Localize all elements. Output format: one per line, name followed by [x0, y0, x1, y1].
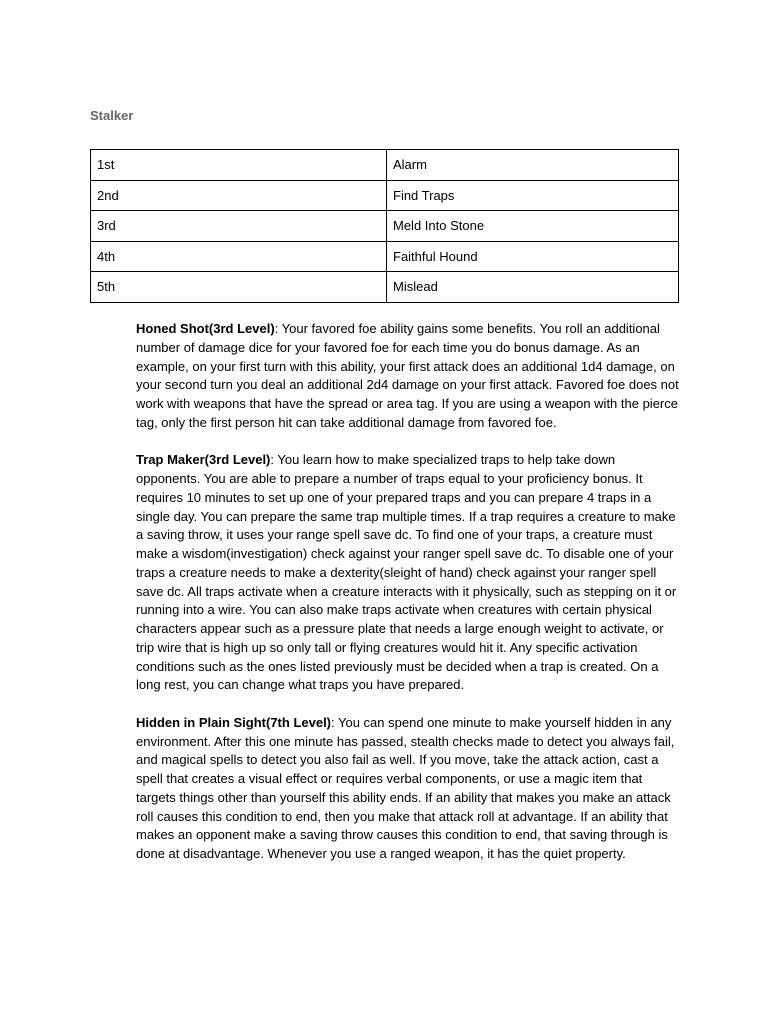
feature-descriptions [136, 320, 682, 883]
feature-paragraph-trap-maker [136, 451, 682, 695]
level-cell: 3rd [91, 211, 387, 242]
spell-table [90, 149, 679, 303]
table-row [91, 211, 679, 242]
table-row [91, 241, 679, 272]
spell-cell: Meld Into Stone [387, 211, 679, 242]
table-row [91, 272, 679, 303]
level-cell: 1st [91, 150, 387, 181]
feature-text: : Your favored foe ability gains some benefits. You roll an additional number of damage dice for your favored foe for each time you do bonus damage. As an example, on your first turn with this ability, your first attack does an additional 1d4 damage, on your second turn you deal an additional 2d4 damage on your first attack. Favored foe does not work with weapons that have the spread or area tag. If you are using a weapon with the pierce tag, only the first person hit can take additional damage from favored foe. [136, 321, 679, 430]
feature-title: Trap Maker(3rd Level) [136, 452, 271, 468]
feature-text: : You can spend one minute to make yourself hidden in any environment. After this one minute has passed, stealth checks made to detect you always fail, and magical spells to detect you also fail as well. If you move, take the attack action, cast a spell that creates a visual effect or requires verbal components, or use a magic item that targets things other than yourself this ability ends. If an ability that makes you make an attack roll causes this condition to end, then you make that attack roll at advantage. If an ability that makes an opponent make a saving throw causes this condition to end, that saving through is done at disadvantage. Whenever you use a ranged weapon, it has the quiet property. [136, 714, 675, 861]
table-row [91, 150, 679, 181]
feature-title: Honed Shot(3rd Level) [136, 321, 275, 336]
feature-title: Hidden in Plain Sight(7th Level) [136, 714, 332, 730]
feature-paragraph-hidden-in-plain-sight [136, 714, 682, 864]
spell-cell: Find Traps [387, 180, 679, 211]
spell-cell: Mislead [387, 272, 679, 303]
level-cell: 2nd [91, 180, 387, 211]
feature-paragraph-honed-shot [136, 320, 682, 433]
spell-cell: Alarm [387, 150, 679, 181]
section-heading: Stalker [90, 108, 134, 123]
table-row [91, 180, 679, 211]
spell-cell: Faithful Hound [387, 241, 679, 272]
level-cell: 5th [91, 272, 387, 303]
feature-text: : You learn how to make specialized traps to help take down opponents. You are able to prepare a number of traps equal to your proficiency bonus. It requires 10 minutes to set up one of your prepared traps and you can prepare 4 traps in a single day. You can prepare the same trap multiple times. If a trap requires a creature to make a saving throw, it uses your range spell save dc. To find one of your traps, a creature must make a wisdom(investigation) check against your ranger spell save dc. To disable one of your traps a creature needs to make a dexterity(sleight of hand) check against your ranger spell save dc. All traps activate when a creature interacts with it physically, such as stepping on it or running into a wire. You can also make traps activate when creatures with certain physical characters appear such as a pressure plate that needs a large enough weight to activate, or trip wire that is high up so only tall or flying creatures would hit it. Any specific activation conditions such as the ones listed previously must be decided when a trap is created. On a long rest, you can change what traps you have prepared. [136, 452, 677, 693]
level-cell: 4th [91, 241, 387, 272]
